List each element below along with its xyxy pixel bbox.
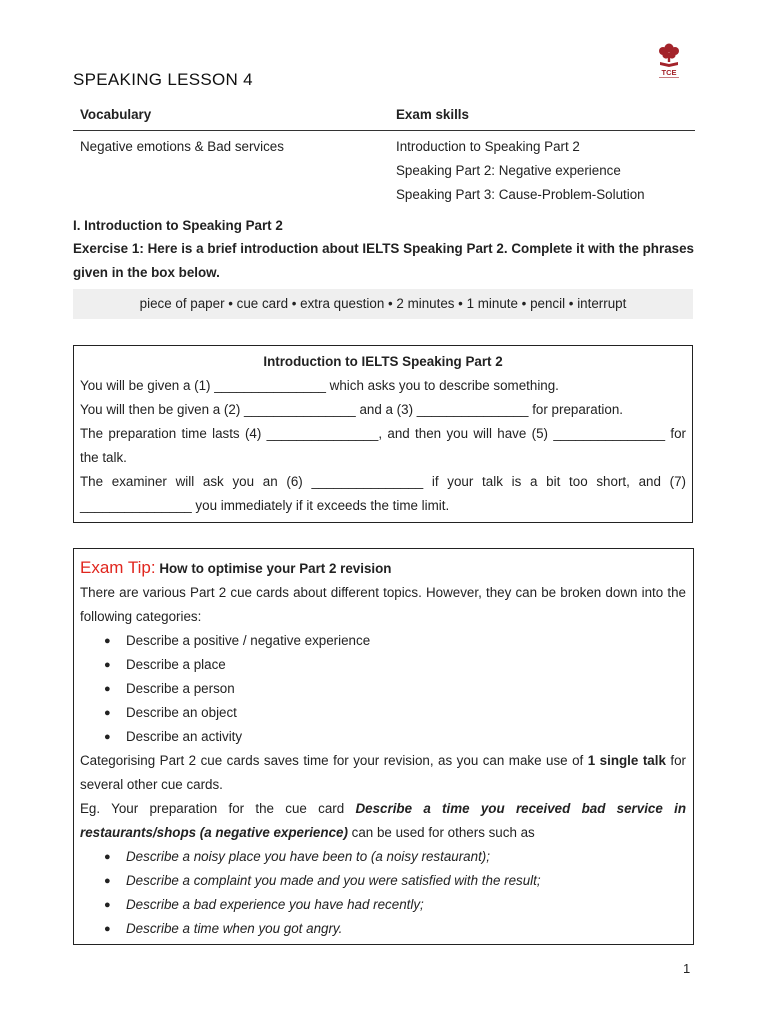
intro-line: You will then be given a (2) _______________ and a (3) _______________ for preparation.	[80, 402, 624, 417]
para-bold-italic: Describe a time you received bad service in restaurants/shops (a negative experience)	[80, 801, 686, 840]
intro-box-title: Introduction to IELTS Speaking Part 2	[263, 354, 503, 369]
intro-line: The examiner will ask you an (6) _______________ if your talk is a bit too short, and (7) _______________ you immediately if it exceeds the time limit.	[80, 474, 686, 513]
category-text: Describe a place	[126, 657, 226, 672]
exam-skills-cell	[390, 135, 695, 207]
bullet-icon: ●	[104, 851, 111, 863]
table-body-row	[73, 131, 695, 207]
exam-tip-intro: There are various Part 2 cue cards about different topics. However, they can be broken down into the following categories:	[80, 585, 686, 624]
para-text: Eg. Your preparation for the cue card	[80, 801, 356, 816]
phrase-box: piece of paper • cue card • extra question • 2 minutes • 1 minute • pencil • interrupt	[73, 289, 693, 319]
exam-tip-header	[80, 555, 686, 581]
bullet-icon: ●	[104, 899, 111, 911]
exam-skill-item: Speaking Part 2: Negative experience	[396, 163, 621, 178]
exam-tip-label: Exam Tip:	[80, 558, 156, 577]
example-paragraph	[80, 797, 686, 845]
page-number: 1	[683, 961, 691, 976]
vocabulary-skills-table	[73, 103, 695, 207]
list-item	[80, 845, 686, 869]
section-heading: I. Introduction to Speaking Part 2	[73, 218, 283, 233]
exercise-instruction: Exercise 1: Here is a brief introduction about IELTS Speaking Part 2. Complete it with the phrases given in the box below.	[73, 241, 694, 280]
intro-box	[73, 345, 693, 523]
list-item	[80, 677, 686, 701]
categorising-paragraph	[80, 749, 686, 797]
list-item	[80, 917, 686, 941]
example-text: Describe a complaint you made and you were satisfied with the result;	[126, 873, 541, 888]
example-text: Describe a noisy place you have been to (a noisy restaurant);	[126, 849, 490, 864]
vocabulary-topic: Negative emotions & Bad services	[80, 139, 284, 154]
intro-line: The preparation time lasts (4) _______________, and then you will have (5) _______________ for the talk.	[80, 426, 686, 465]
exam-tip-subtitle: How to optimise your Part 2 revision	[159, 561, 392, 576]
para-bold: 1 single talk	[587, 753, 666, 768]
category-text: Describe an object	[126, 705, 237, 720]
exam-skill-item: Introduction to Speaking Part 2	[396, 139, 580, 154]
exam-skill-item: Speaking Part 3: Cause-Problem-Solution	[396, 187, 645, 202]
para-text: for several other cue cards.	[80, 753, 687, 792]
tce-logo	[651, 42, 687, 80]
bullet-icon: ●	[104, 635, 111, 647]
header-vocabulary: Vocabulary	[80, 107, 152, 122]
category-text: Describe a positive / negative experience	[126, 633, 371, 648]
bullet-icon: ●	[104, 923, 111, 935]
bullet-icon: ●	[104, 875, 111, 887]
bullet-icon: ●	[104, 731, 111, 743]
exam-tip-box	[73, 548, 694, 945]
logo-text: TCE	[661, 68, 677, 77]
example-text: Describe a time when you got angry.	[126, 921, 343, 936]
vocabulary-cell	[73, 135, 390, 207]
para-text: Categorising Part 2 cue cards saves time for your revision, as you can make use of	[80, 753, 588, 768]
list-item	[80, 869, 686, 893]
list-item	[80, 701, 686, 725]
category-text: Describe an activity	[126, 729, 243, 744]
bullet-icon: ●	[104, 707, 111, 719]
bullet-icon: ●	[104, 683, 111, 695]
category-list	[80, 629, 686, 749]
para-text: can be used for others such as	[347, 825, 535, 840]
header-exam-skills: Exam skills	[396, 107, 469, 122]
intro-line: You will be given a (1) _______________ which asks you to describe something.	[80, 378, 559, 393]
list-item	[80, 653, 686, 677]
lesson-title: SPEAKING LESSON 4	[73, 70, 253, 89]
list-item	[80, 893, 686, 917]
category-text: Describe a person	[126, 681, 235, 696]
example-list	[80, 845, 686, 941]
example-text: Describe a bad experience you have had recently;	[126, 897, 424, 912]
list-item	[80, 629, 686, 653]
list-item	[80, 725, 686, 749]
bullet-icon: ●	[104, 659, 111, 671]
table-header-row	[73, 103, 695, 131]
